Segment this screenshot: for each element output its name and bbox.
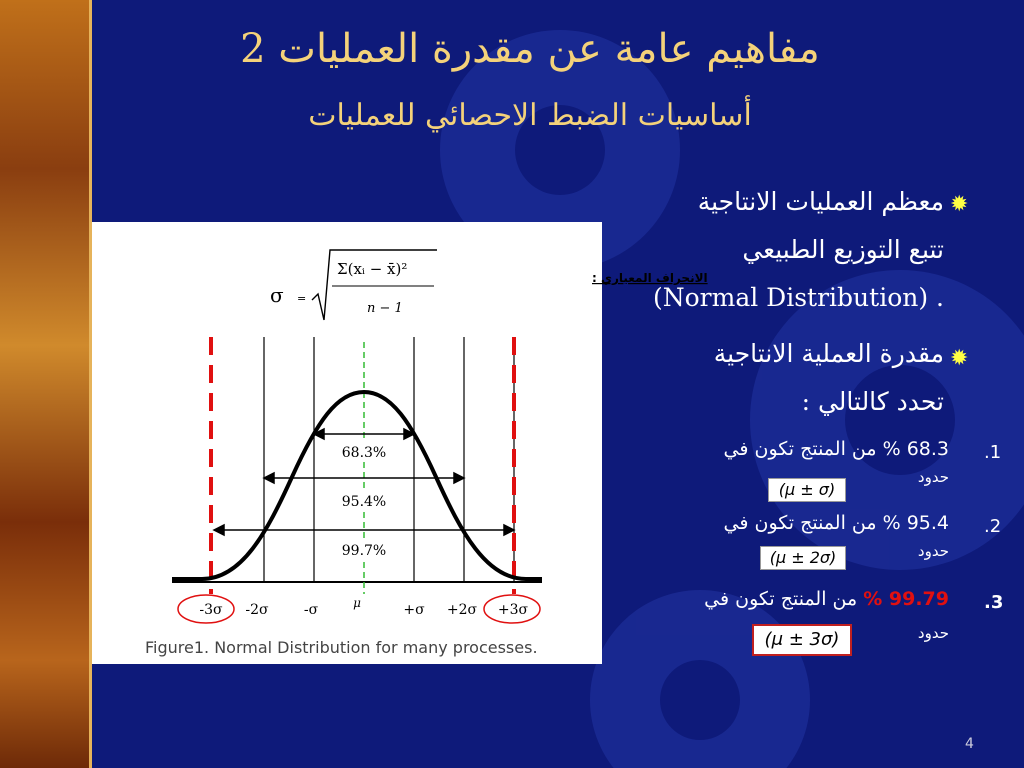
slide-title: مفاهيم عامة عن مقدرة العمليات 2 bbox=[240, 26, 820, 72]
tick-plus-2sigma: +2σ bbox=[446, 602, 478, 618]
formula-numerator: Σ(xᵢ − x̄)² bbox=[337, 260, 408, 278]
tick-minus-sigma: -σ bbox=[303, 602, 319, 618]
tick-minus-2sigma: -2σ bbox=[245, 602, 269, 618]
bullet-2 bbox=[714, 330, 944, 426]
item-value-highlight: 99.79 % bbox=[863, 588, 949, 610]
item-line2: حدود bbox=[917, 624, 949, 642]
item-number: .1 bbox=[984, 442, 1002, 463]
pct-68-label: 68.3% bbox=[341, 445, 387, 461]
tick-plus-sigma: +σ bbox=[403, 602, 425, 618]
item-line2: حدود bbox=[917, 468, 949, 486]
bullet-1 bbox=[653, 178, 944, 322]
pct-99-label: 99.7% bbox=[341, 543, 387, 559]
bullet-1-line-3: . (Normal Distribution) bbox=[652, 283, 944, 312]
item-line2: حدود bbox=[917, 542, 949, 560]
std-dev-label: الانحراف المعياري : bbox=[592, 271, 708, 285]
item-text: من المنتج تكون في bbox=[704, 588, 864, 610]
distribution-chart bbox=[92, 222, 708, 664]
bullet-2-line-2: تحدد كالتالي : bbox=[801, 387, 944, 416]
formula-denominator: n − 1 bbox=[367, 301, 403, 316]
tick-mu: μ bbox=[353, 596, 361, 610]
range-box-2: (μ ± 2σ) bbox=[760, 546, 846, 570]
item-value: 95.4 bbox=[906, 512, 949, 534]
bullet-1-line-2: تتبع التوزيع الطبيعي bbox=[742, 235, 944, 264]
item-value: 68.3 bbox=[906, 438, 949, 460]
item-number: .2 bbox=[984, 516, 1002, 537]
tick-minus-3sigma: -3σ bbox=[199, 602, 223, 618]
normal-distribution-figure bbox=[92, 222, 708, 664]
pct-95-label: 95.4% bbox=[341, 494, 387, 510]
range-box-1: (μ ± σ) bbox=[768, 478, 846, 502]
sigma-symbol: σ bbox=[270, 283, 284, 307]
item-text: % من المنتج تكون في bbox=[723, 438, 907, 460]
bullet-2-line-1: مقدرة العملية الانتاجية bbox=[713, 339, 944, 368]
sun-bullet-icon: ✹ bbox=[950, 346, 969, 371]
item-number: .3 bbox=[984, 592, 1004, 613]
page-number: 4 bbox=[965, 736, 974, 752]
sun-bullet-icon: ✹ bbox=[950, 192, 969, 217]
slide-subtitle: أساسيات الضبط الاحصائي للعمليات bbox=[308, 98, 752, 133]
decorative-side-strip bbox=[0, 0, 92, 768]
tick-plus-3sigma: +3σ bbox=[497, 602, 529, 618]
bullet-1-line-1: معظم العمليات الانتاجية bbox=[697, 187, 944, 216]
figure-caption: Figure1. Normal Distribution for many processes. bbox=[145, 638, 538, 657]
item-text: % من المنتج تكون في bbox=[723, 512, 907, 534]
range-box-3: (μ ± 3σ) bbox=[752, 624, 852, 656]
svg-text:=: = bbox=[297, 292, 307, 305]
